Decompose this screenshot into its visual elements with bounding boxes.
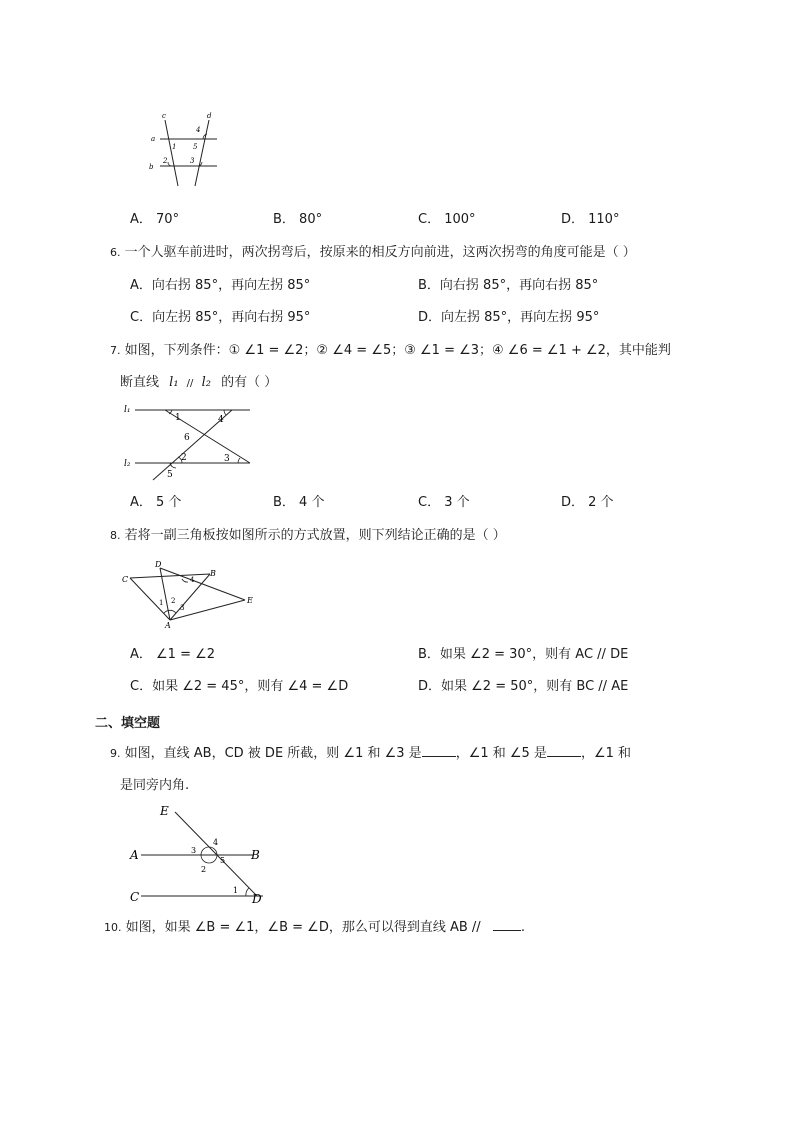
q7-label-2: 2 [181, 453, 187, 463]
q7-parallel: // [186, 378, 194, 389]
q8-label-1: 1 [159, 599, 164, 607]
q8-option-b[interactable]: B．如果 ∠2 = 30°，则有 AC // DE [418, 647, 629, 662]
q7-text-line1: 如图，下列条件：① ∠1 = ∠2；② ∠4 = ∠5；③ ∠1 = ∠3；④ ∠6 = ∠1 + ∠2，其中能判 [124, 343, 671, 358]
q6-option-a[interactable]: A．向右拐 85°，再向左拐 85° [130, 278, 311, 293]
q9-label-5: 5 [220, 856, 226, 865]
q5-label-d: d [207, 112, 212, 120]
q9-figure [125, 800, 275, 905]
q9-blank-2[interactable] [547, 744, 581, 757]
q8-label-D: D [155, 560, 162, 569]
q5-label-4: 4 [196, 126, 201, 134]
q5-option-c[interactable]: C． 100° [418, 212, 476, 227]
q6-number: 6. [110, 246, 121, 259]
q8-question [110, 527, 506, 545]
q9-question-line2: 是同旁内角. [120, 778, 190, 793]
q9-text-line1: 如图，直线 AB，CD 被 DE 所截，则 ∠1 和 ∠3 是 [124, 746, 422, 761]
q9-number: 9. [110, 747, 121, 760]
q6-option-c[interactable]: C．向左拐 85°，再向右拐 95° [130, 310, 311, 325]
q7-option-d[interactable]: D． 2 个 [561, 495, 614, 510]
q8-label-A: A [165, 621, 171, 630]
q8-label-E: E [247, 596, 253, 605]
q5-label-1: 1 [172, 143, 177, 151]
q8-option-a[interactable]: A． ∠1 = ∠2 [130, 647, 216, 662]
q9-label-D: D [252, 892, 262, 906]
q5-label-5: 5 [193, 143, 198, 151]
q9-text-mid1: ，∠1 和 ∠5 是 [455, 746, 547, 761]
q10-blank[interactable] [493, 918, 521, 931]
q8-label-4: 4 [190, 576, 195, 584]
q9-question-line1 [110, 744, 631, 763]
q7-text-pre: 断直线 [120, 375, 160, 390]
q7-question-line2 [120, 374, 277, 393]
q9-label-3: 3 [191, 846, 197, 855]
q8-option-d[interactable]: D．如果 ∠2 = 50°，则有 BC // AE [418, 679, 629, 694]
q5-label-a: a [151, 135, 156, 143]
q7-label-l1: l₁ [124, 405, 131, 415]
q5-label-2: 2 [163, 157, 168, 165]
q7-label-6: 6 [184, 433, 190, 443]
q7-label-1: 1 [175, 413, 181, 423]
q9-label-B: B [251, 848, 260, 862]
q7-l1: l₁ [169, 375, 179, 390]
q8-text: 若将一副三角板按如图所示的方式放置，则下列结论正确的是（ ） [124, 528, 506, 543]
q9-label-A: A [130, 848, 139, 862]
q5-figure [145, 110, 225, 190]
q5-option-a[interactable]: A． 70° [130, 212, 180, 227]
q8-option-c[interactable]: C．如果 ∠2 = 45°，则有 ∠4 = ∠D [130, 679, 349, 694]
q6-option-b[interactable]: B．向右拐 85°，再向右拐 85° [418, 278, 599, 293]
q7-label-4: 4 [218, 415, 224, 425]
q6-text: 一个人驱车前进时，两次拐弯后，按原来的相反方向前进，这两次拐弯的角度可能是（ ） [124, 245, 636, 260]
q10-number: 10. [104, 921, 122, 934]
q7-number: 7. [110, 344, 121, 357]
q7-figure [120, 400, 260, 490]
q7-label-l2: l₂ [124, 459, 131, 469]
q7-l2: l₂ [201, 375, 211, 390]
q5-label-b: b [149, 163, 154, 171]
q8-number: 8. [110, 529, 121, 542]
q10-question [104, 918, 525, 937]
q7-label-5: 5 [167, 470, 173, 480]
q10-text: 如图，如果 ∠B = ∠1，∠B = ∠D，那么可以得到直线 AB // [125, 920, 481, 935]
q9-label-E: E [160, 804, 169, 818]
q10-end: . [520, 920, 525, 935]
q9-label-1: 1 [233, 886, 239, 895]
q7-option-c[interactable]: C． 3 个 [418, 495, 470, 510]
q5-option-b[interactable]: B． 80° [273, 212, 323, 227]
q8-label-C: C [122, 575, 129, 584]
q7-option-a[interactable]: A． 5 个 [130, 495, 182, 510]
q6-question [110, 244, 636, 262]
q6-option-d[interactable]: D．向左拐 85°，再向左拐 95° [418, 310, 600, 325]
q5-option-d[interactable]: D． 110° [561, 212, 620, 227]
section-title-fill-blank: 二、填空题 [95, 716, 161, 731]
q5-label-3: 3 [190, 157, 195, 165]
q8-figure [120, 558, 270, 628]
q9-label-2: 2 [201, 865, 207, 874]
q7-question-line1 [110, 342, 671, 360]
q8-label-2: 2 [171, 597, 176, 605]
q8-label-3: 3 [180, 604, 185, 612]
q7-label-3: 3 [224, 454, 230, 464]
q9-blank-1[interactable] [422, 744, 456, 757]
q7-option-b[interactable]: B． 4 个 [273, 495, 325, 510]
q5-label-c: c [162, 112, 166, 120]
q8-label-B: B [210, 569, 216, 578]
q9-label-C: C [130, 890, 140, 904]
q9-label-4: 4 [213, 838, 219, 847]
q7-text-post: 的有（ ） [221, 375, 278, 390]
q9-text-mid2: ，∠1 和 [580, 746, 631, 761]
